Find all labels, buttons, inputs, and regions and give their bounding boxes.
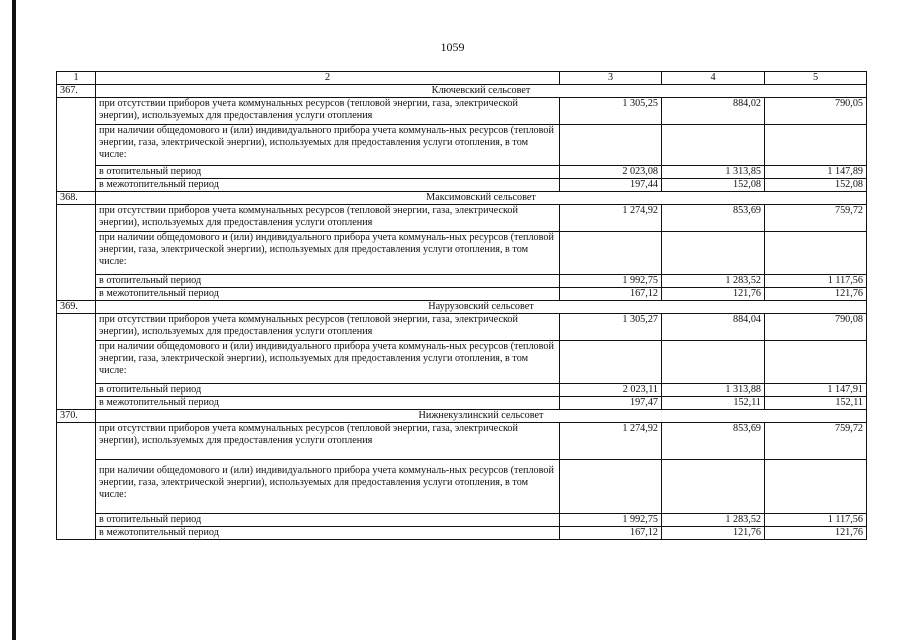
value-col-5: 790,08 xyxy=(765,314,867,341)
settlement-name: Наурузовский сельсовет xyxy=(96,301,867,314)
value-col-3: 1 274,92 xyxy=(560,205,662,232)
value-col-3: 1 992,75 xyxy=(560,514,662,527)
table-row xyxy=(57,125,867,166)
value-col-5: 1 147,89 xyxy=(765,166,867,179)
section-number: 369. xyxy=(57,301,96,314)
table-row xyxy=(57,341,867,384)
value-col-3: 1 305,27 xyxy=(560,314,662,341)
scan-edge-bar xyxy=(12,0,16,640)
row-description: при наличии общедомового и (или) индивидуального прибора учета коммуналь-ных ресурсов (тепловой энергии, газа, электрической энергии), используемых для предоставления услуги отопления, в том числе: xyxy=(96,460,560,514)
value-col-4: 152,11 xyxy=(662,397,765,410)
row-description: при отсутствии приборов учета коммунальных ресурсов (тепловой энергии, газа, электрической энергии), используемых для предоставления услуги отопления xyxy=(96,98,560,125)
value-col-5: 121,76 xyxy=(765,288,867,301)
value-col-4: 1 313,88 xyxy=(662,384,765,397)
table-row xyxy=(57,166,867,179)
number-cell-empty xyxy=(57,423,96,540)
value-col-3: 197,47 xyxy=(560,397,662,410)
section-row xyxy=(57,85,867,98)
table-row xyxy=(57,514,867,527)
value-col-5 xyxy=(765,460,867,514)
tariff-table xyxy=(56,71,867,540)
number-cell-empty xyxy=(57,205,96,301)
value-col-3 xyxy=(560,232,662,275)
row-description: в отопительный период xyxy=(96,166,560,179)
value-col-4 xyxy=(662,125,765,166)
value-col-3: 167,12 xyxy=(560,288,662,301)
table-row xyxy=(57,232,867,275)
value-col-4 xyxy=(662,232,765,275)
value-col-4: 853,69 xyxy=(662,423,765,460)
value-col-4: 1 283,52 xyxy=(662,275,765,288)
value-col-3 xyxy=(560,125,662,166)
table-row xyxy=(57,384,867,397)
row-description: в межотопительный период xyxy=(96,288,560,301)
section-number: 370. xyxy=(57,410,96,423)
number-cell-empty xyxy=(57,98,96,192)
section-number: 367. xyxy=(57,85,96,98)
value-col-5: 790,05 xyxy=(765,98,867,125)
section-row xyxy=(57,192,867,205)
row-description: в отопительный период xyxy=(96,275,560,288)
table-row xyxy=(57,314,867,341)
table-row xyxy=(57,460,867,514)
value-col-5: 152,11 xyxy=(765,397,867,410)
value-col-5: 1 117,56 xyxy=(765,275,867,288)
header-row xyxy=(57,72,867,85)
settlement-name: Ключевский сельсовет xyxy=(96,85,867,98)
value-col-4 xyxy=(662,341,765,384)
row-description: при отсутствии приборов учета коммунальных ресурсов (тепловой энергии, газа, электрической энергии), используемых для предоставления услуги отопления xyxy=(96,423,560,460)
value-col-3: 2 023,08 xyxy=(560,166,662,179)
header-col-2: 2 xyxy=(96,72,560,85)
table-row xyxy=(57,205,867,232)
value-col-4: 884,02 xyxy=(662,98,765,125)
value-col-5: 152,08 xyxy=(765,179,867,192)
section-row xyxy=(57,301,867,314)
table-row xyxy=(57,98,867,125)
header-col-1: 1 xyxy=(57,72,96,85)
table-row xyxy=(57,288,867,301)
value-col-3: 197,44 xyxy=(560,179,662,192)
row-description: при наличии общедомового и (или) индивидуального прибора учета коммуналь-ных ресурсов (тепловой энергии, газа, электрической энергии), используемых для предоставления услуги отопления, в том числе: xyxy=(96,232,560,275)
table-row xyxy=(57,423,867,460)
value-col-5 xyxy=(765,232,867,275)
value-col-3 xyxy=(560,341,662,384)
header-col-4: 4 xyxy=(662,72,765,85)
header-col-3: 3 xyxy=(560,72,662,85)
value-col-3: 2 023,11 xyxy=(560,384,662,397)
table-row xyxy=(57,527,867,540)
value-col-4: 152,08 xyxy=(662,179,765,192)
value-col-4 xyxy=(662,460,765,514)
value-col-5 xyxy=(765,341,867,384)
table-row xyxy=(57,179,867,192)
row-description: при наличии общедомового и (или) индивидуального прибора учета коммуналь-ных ресурсов (тепловой энергии, газа, электрической энергии), используемых для предоставления услуги отопления, в том числе: xyxy=(96,341,560,384)
row-description: в отопительный период xyxy=(96,514,560,527)
value-col-5: 759,72 xyxy=(765,205,867,232)
value-col-5: 1 117,56 xyxy=(765,514,867,527)
value-col-5: 1 147,91 xyxy=(765,384,867,397)
value-col-3 xyxy=(560,460,662,514)
value-col-5 xyxy=(765,125,867,166)
value-col-3: 1 992,75 xyxy=(560,275,662,288)
value-col-4: 1 313,85 xyxy=(662,166,765,179)
number-cell-empty xyxy=(57,314,96,410)
value-col-4: 1 283,52 xyxy=(662,514,765,527)
row-description: при отсутствии приборов учета коммунальных ресурсов (тепловой энергии, газа, электрической энергии), используемых для предоставления услуги отопления xyxy=(96,205,560,232)
row-description: при наличии общедомового и (или) индивидуального прибора учета коммуналь-ных ресурсов (тепловой энергии, газа, электрической энергии), используемых для предоставления услуги отопления, в том числе: xyxy=(96,125,560,166)
settlement-name: Нижнекузлинский сельсовет xyxy=(96,410,867,423)
value-col-5: 759,72 xyxy=(765,423,867,460)
value-col-3: 1 305,25 xyxy=(560,98,662,125)
value-col-3: 1 274,92 xyxy=(560,423,662,460)
row-description: в отопительный период xyxy=(96,384,560,397)
section-number: 368. xyxy=(57,192,96,205)
value-col-4: 884,04 xyxy=(662,314,765,341)
value-col-4: 853,69 xyxy=(662,205,765,232)
row-description: в межотопительный период xyxy=(96,397,560,410)
value-col-5: 121,76 xyxy=(765,527,867,540)
row-description: в межотопительный период xyxy=(96,179,560,192)
value-col-4: 121,76 xyxy=(662,527,765,540)
settlement-name: Максимовский сельсовет xyxy=(96,192,867,205)
row-description: в межотопительный период xyxy=(96,527,560,540)
section-row xyxy=(57,410,867,423)
table-row xyxy=(57,397,867,410)
page-number: 1059 xyxy=(440,40,465,54)
table-row xyxy=(57,275,867,288)
value-col-4: 121,76 xyxy=(662,288,765,301)
row-description: при отсутствии приборов учета коммунальных ресурсов (тепловой энергии, газа, электрической энергии), используемых для предоставления услуги отопления xyxy=(96,314,560,341)
value-col-3: 167,12 xyxy=(560,527,662,540)
header-col-5: 5 xyxy=(765,72,867,85)
